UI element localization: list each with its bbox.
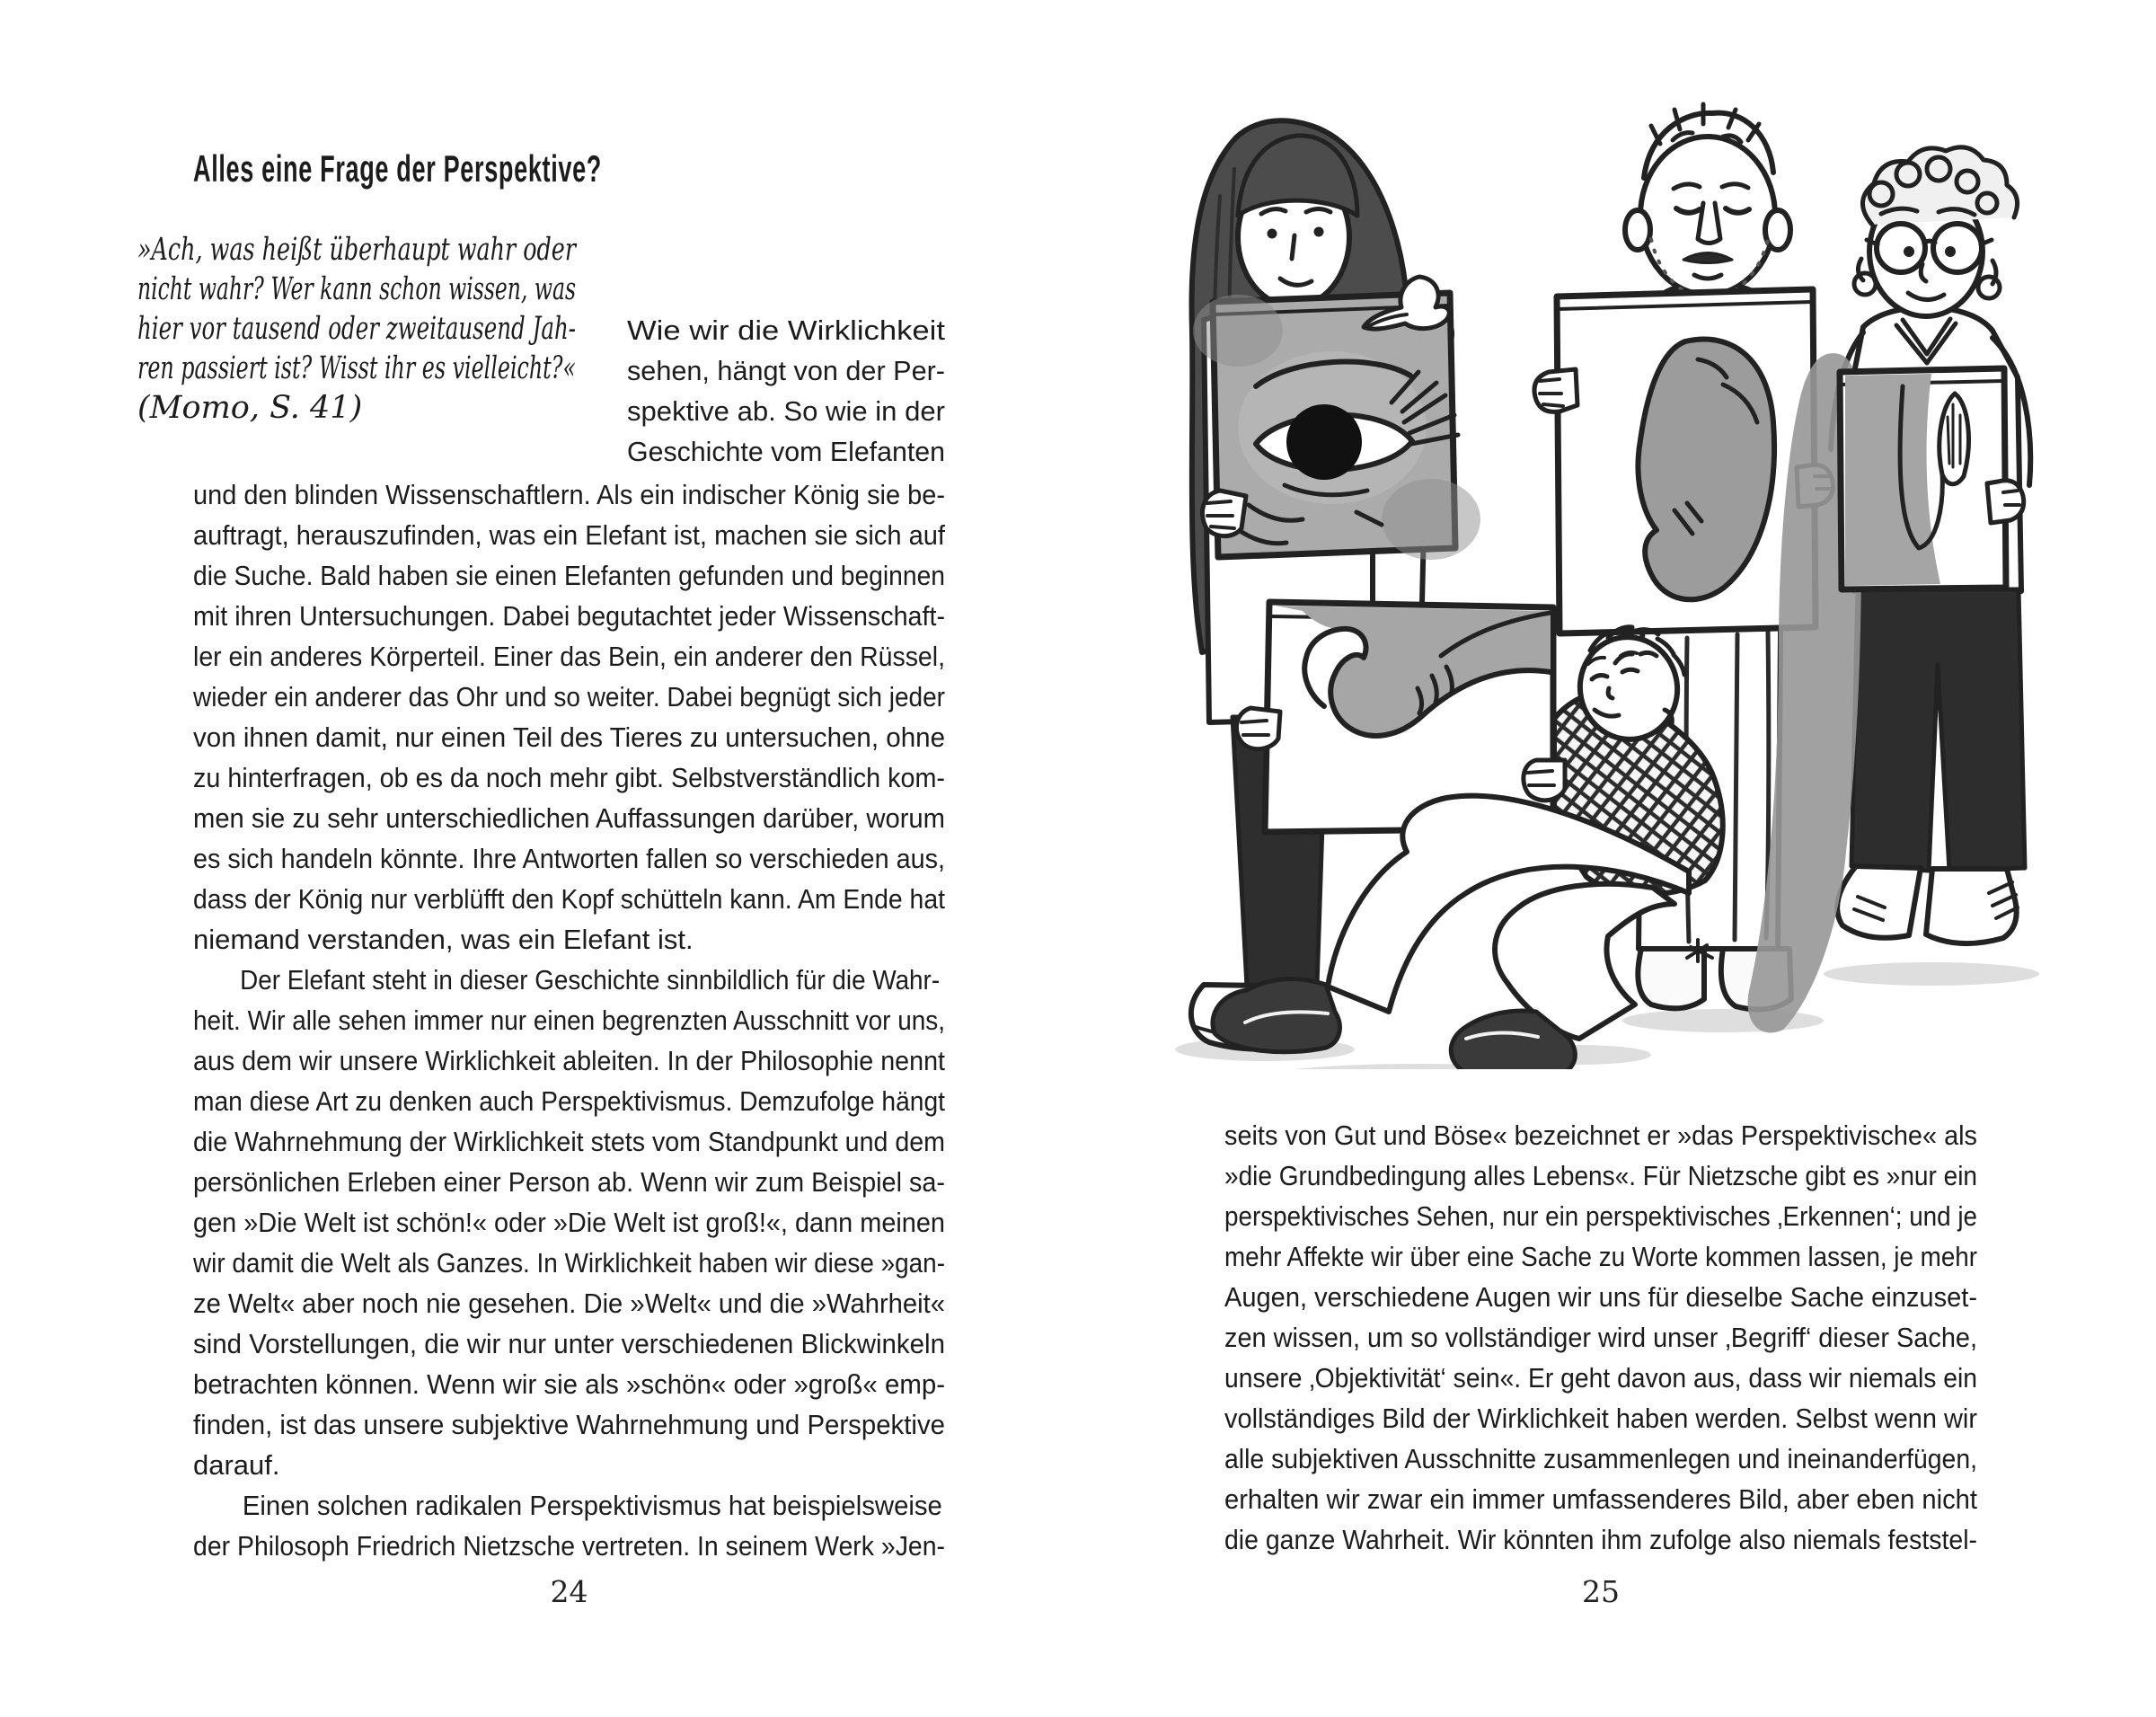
text-line: man diese Art zu denken auch Perspektivismus. Demzufolge hängt xyxy=(193,1085,945,1117)
text-line: unsere ‚Objektivität‘ sein«. Er geht davon aus, dass wir niemals ein xyxy=(1224,1362,1977,1394)
chapter-title-text: Alles eine Frage der Perspektive? xyxy=(193,147,602,190)
text-line: vollständiges Bild der Wirklichkeit haben werden. Selbst wenn wir xyxy=(1224,1403,1977,1434)
intro-column xyxy=(627,310,945,472)
canvas-eye-drawing xyxy=(1193,277,1480,560)
text-line: »Ach, was heißt überhaupt wahr oder xyxy=(137,232,576,268)
body-text-right xyxy=(1224,1115,1977,1560)
text-line: Wie wir die Wirklichkeit xyxy=(627,314,945,346)
text-line: dass der König nur verblüfft den Kopf schütteln kann. Am Ende hat xyxy=(193,883,945,915)
text-line: mehr Affekte wir über eine Sache zu Worte kommen lassen, je mehr xyxy=(1224,1241,1977,1272)
text-line: alle subjektiven Ausschnitte zusammenlegen und ineinanderfügen, xyxy=(1224,1443,1977,1474)
dark-trousers xyxy=(1851,589,2025,871)
text-line: die ganze Wahrheit. Wir könnten ihm zufolge also niemals feststel- xyxy=(1224,1524,1977,1555)
text-line: die Wahrnehmung der Wirklichkeit stets vom Standpunkt und dem xyxy=(193,1126,945,1157)
chapter-title xyxy=(193,147,602,190)
page-number-right: 25 xyxy=(1582,1574,1620,1609)
eye-pupil xyxy=(1286,404,1362,480)
page-number-left: 24 xyxy=(550,1574,588,1609)
text-line: Geschichte vom Elefanten xyxy=(627,436,945,467)
text-line: betrachten können. Wenn wir sie als »schön« oder »groß« emp- xyxy=(193,1368,945,1400)
text-line: niemand verstanden, was ein Elefant ist. xyxy=(193,924,694,955)
text-line: heit. Wir alle sehen immer nur einen begrenzten Ausschnitt vor uns, xyxy=(193,1005,945,1036)
text-line: mit ihren Untersuchungen. Dabei begutachtet jeder Wissenschaft- xyxy=(193,600,945,632)
text-line: persönlichen Erleben einer Person ab. Wenn wir zum Beispiel sa- xyxy=(193,1166,945,1198)
text-line: ze Welt« aber noch nie gesehen. Die »Welt« und die »Wahrheit« xyxy=(193,1288,945,1319)
text-line: zen wissen, um so vollständiger wird unser ‚Begriff‘ dieser Sache, xyxy=(1224,1322,1977,1353)
text-line: men sie zu sehr unterschiedlichen Auffassungen darüber, worum xyxy=(193,802,945,834)
text-line: nicht wahr? Wer kann schon wissen, was xyxy=(137,271,576,307)
text-line: »die Grundbedingung alles Lebens«. Für Nietzsche gibt es »nur ein xyxy=(1224,1160,1977,1191)
sneakers xyxy=(1837,866,2018,943)
text-line: spektive ab. So wie in der xyxy=(627,395,945,427)
text-line: wir damit die Welt als Ganzes. In Wirklichkeit haben wir diese »gan- xyxy=(193,1247,945,1279)
canvas-tail-drawing xyxy=(1840,368,2024,589)
text-line: ler ein anderes Körperteil. Einer das Bein, ein anderer den Rüssel, xyxy=(193,641,945,672)
momo-quote xyxy=(137,230,576,428)
illustration-svg xyxy=(1148,88,2075,1069)
body-text-left xyxy=(193,474,945,1566)
illustration-elephant-perspectives xyxy=(1148,88,2075,1069)
text-line: ren passiert ist? Wisst ihr es vielleicht?« xyxy=(137,350,576,386)
text-line: und den blinden Wissenschaftlern. Als ein indischer König sie be- xyxy=(193,479,945,510)
text-line: es sich handeln könnte. Ihre Antworten fallen so verschieden aus, xyxy=(193,843,945,874)
text-line: erhalten wir zwar ein immer umfassenderes Bild, aber eben nicht xyxy=(1224,1483,1977,1515)
text-line: aus dem wir unsere Wirklichkeit ableiten. In der Philosophie nennt xyxy=(193,1045,945,1076)
text-line: seits von Gut und Böse« bezeichnet er »das Perspektivische« als xyxy=(1224,1120,1977,1151)
text-line: Der Elefant steht in dieser Geschichte sinnbildlich für die Wahr- xyxy=(240,964,941,996)
text-line: die Suche. Bald haben sie einen Elefanten gefunden und beginnen xyxy=(193,560,945,591)
text-line: perspektivisches Sehen, nur ein perspektivisches ‚Erkennen‘; und je xyxy=(1224,1200,1977,1232)
text-line: Augen, verschiedene Augen wir uns für dieselbe Sache einzuset- xyxy=(1224,1281,1977,1313)
text-line: sind Vorstellungen, die wir nur unter verschiedenen Blickwinkeln xyxy=(193,1328,945,1359)
text-line: auftragt, herauszufinden, was ein Elefant ist, machen sie sich auf xyxy=(193,519,945,551)
text-line: hier vor tausend oder zweitausend Jah- xyxy=(137,311,576,347)
text-line: zu hinterfragen, ob es da noch mehr gibt. Selbstverständlich kom- xyxy=(193,762,945,793)
text-line: (Momo, S. 41) xyxy=(137,390,363,426)
text-line: wieder ein anderer das Ohr und so weiter. Dabei begnügt sich jeder xyxy=(193,681,945,712)
text-line: der Philosoph Friedrich Nietzsche vertreten. In seinem Werk »Jen- xyxy=(193,1530,945,1562)
text-line: sehen, hängt von der Per- xyxy=(627,355,945,386)
text-line: darauf. xyxy=(193,1449,280,1481)
text-line: finden, ist das unsere subjektive Wahrnehmung und Perspektive xyxy=(193,1409,945,1440)
text-line: gen »Die Welt ist schön!« oder »Die Welt ist groß!«, dann meinen xyxy=(193,1207,945,1238)
text-line: von ihnen damit, nur einen Teil des Tieres zu untersuchen, ohne xyxy=(193,721,945,753)
text-line: Einen solchen radikalen Perspektivismus hat beispielsweise xyxy=(242,1490,942,1521)
